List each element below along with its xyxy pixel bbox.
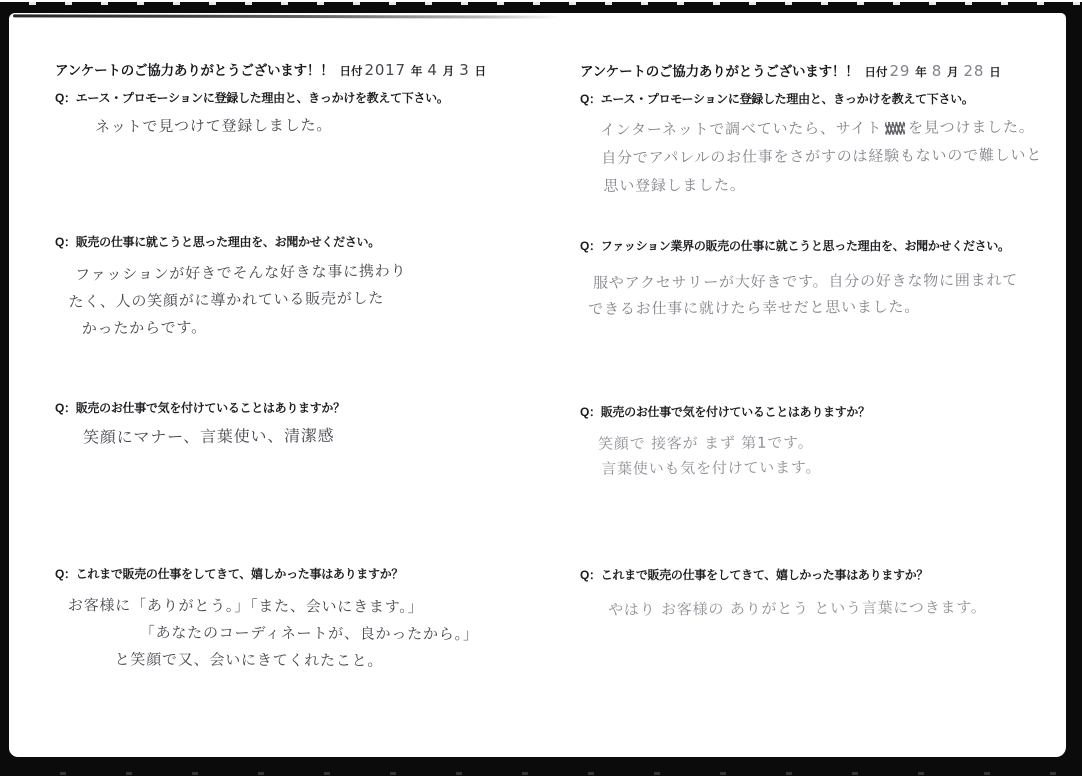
question-block-2 <box>580 237 1060 322</box>
question-label: Q：ファッション業界の販売の仕事に就こうと思った理由を、お聞かせください。 <box>580 239 1010 253</box>
page-header-left <box>55 59 489 79</box>
page-header-right <box>580 60 1004 80</box>
date-year-unit: 年 <box>410 66 423 78</box>
question-block-1 <box>580 90 1060 200</box>
answer-line: ネットで見つけて登録しました。 <box>95 116 333 136</box>
handwritten-answer <box>55 421 555 451</box>
question-label: Q：エース・プロモーションに登録した理由と、きっかけを教えて下さい。 <box>55 91 449 105</box>
date-label: 日付 <box>864 67 888 79</box>
answer-line: 服やアクセサリーが大好きです。自分の好きな物に囲まれて <box>593 270 1019 292</box>
survey-page-left <box>55 13 555 757</box>
scan-perforation-marks-bottom <box>0 772 1082 775</box>
scan-perforation-marks-top <box>0 2 1082 5</box>
question-label: Q：販売の仕事に就こうと思った理由を、お聞かせください。 <box>55 235 380 249</box>
question-label: Q：これまで販売の仕事をしてきて、嬉しかった事はありますか？ <box>55 567 404 581</box>
answer-line: 笑顔で 接客が まず 第1です。 <box>598 433 814 453</box>
date-month-unit: 月 <box>442 66 455 78</box>
question-label: Q：販売のお仕事で気を付けていることはありますか？ <box>580 405 870 419</box>
question-block-4 <box>580 566 1060 624</box>
handwritten-answer <box>55 256 556 343</box>
answer-line: たく、人の笑顔がに導かれている販売がした <box>68 288 385 311</box>
page-title: アンケートのご協力ありがとうございます！！ <box>55 63 334 78</box>
date-day-unit: 日 <box>474 66 487 78</box>
survey-paper-spread <box>9 13 1066 757</box>
question-label: Q：エース・プロモーションに登録した理由と、きっかけを教えて下さい。 <box>580 92 974 106</box>
answer-text-after-scribble: を見つけました。 <box>908 117 1035 137</box>
answer-line: 笑顔にマナー、言葉使い、清潔感 <box>83 426 335 447</box>
answer-line: 「あなたのコーディネートが、良かったから。」 <box>139 623 479 644</box>
date-month-value: 4 <box>427 61 438 79</box>
handwritten-answer <box>580 267 1060 322</box>
answer-line: かったからです。 <box>81 318 207 338</box>
date-year-value: 29 <box>889 62 911 80</box>
date-label: 日付 <box>339 66 363 78</box>
handwritten-answer <box>580 429 1060 482</box>
survey-page-right <box>580 13 1060 757</box>
answer-line: やはり お客様の ありがとう という言葉につきます。 <box>608 598 987 619</box>
handwritten-answer <box>55 111 555 141</box>
date-day-unit: 日 <box>989 67 1001 79</box>
date-month-value: 8 <box>931 62 943 80</box>
handwritten-answer <box>580 113 1061 200</box>
answer-line: 思い登録しました。 <box>603 175 746 195</box>
date-day-value: 28 <box>963 62 985 80</box>
scribbled-out-text <box>885 122 905 135</box>
question-label: Q：これまで販売の仕事をしてきて、嬉しかった事はありますか？ <box>580 568 929 582</box>
date-year-unit: 年 <box>915 67 927 79</box>
question-block-3 <box>55 399 555 451</box>
answer-line: ファッションが好きでそんな好きな事に携わり <box>75 261 407 284</box>
date-field <box>340 61 490 79</box>
answer-line: 自分でアパレルのお仕事をさがすのは経験もないので難しいと <box>601 145 1043 167</box>
question-block-3 <box>580 403 1060 482</box>
answer-line <box>600 113 1060 144</box>
date-day-value: 3 <box>459 61 470 79</box>
question-block-4 <box>55 565 555 673</box>
handwritten-answer <box>55 592 555 676</box>
answer-line: できるお仕事に就けたら幸せだと思いました。 <box>588 297 921 318</box>
question-label: Q：販売のお仕事で気を付けていることはありますか？ <box>55 401 345 415</box>
answer-line: お客様に「ありがとう。」「また、会いにきます。」 <box>67 596 424 616</box>
date-field <box>865 62 1004 80</box>
question-block-1 <box>55 89 555 141</box>
date-year-value: 2017 <box>364 61 406 79</box>
answer-line: 言葉使いも気を付けています。 <box>601 458 822 478</box>
page-title: アンケートのご協力ありがとうございます！！ <box>580 64 859 79</box>
answer-text-before-scribble: インターネットで調べていたら、サイト <box>600 118 883 139</box>
handwritten-answer <box>580 594 1060 624</box>
answer-line: と笑顔で又、会いにきてくれたこと。 <box>114 650 384 670</box>
question-block-2 <box>55 233 555 343</box>
date-month-unit: 月 <box>947 67 959 79</box>
